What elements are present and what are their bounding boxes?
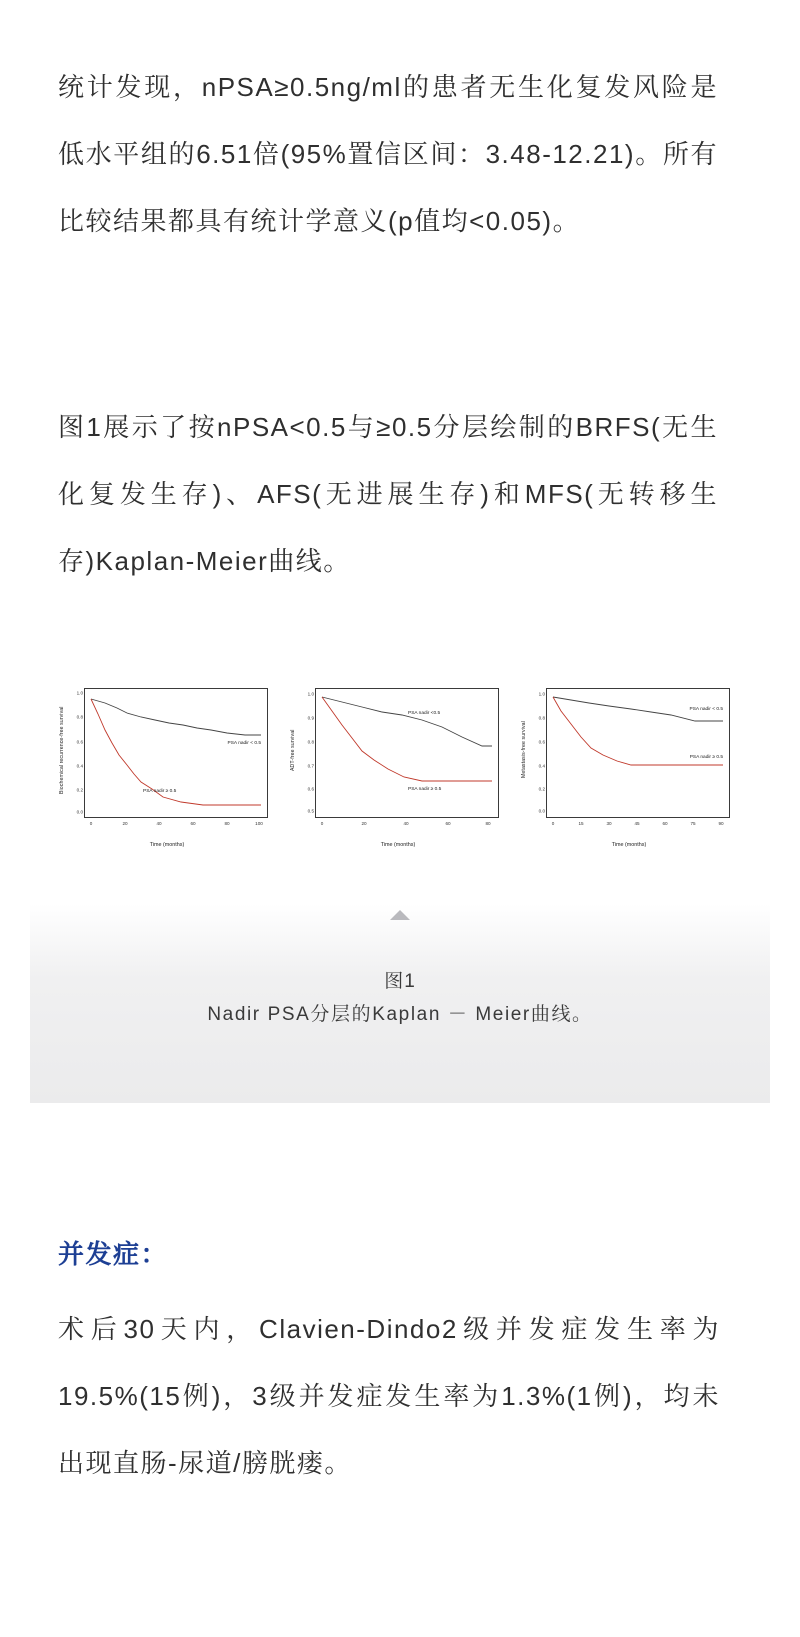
chart-afs-ytick-5: 1.0 <box>307 691 314 697</box>
chart-afs-xtick-2: 40 <box>403 821 409 826</box>
figure-caption-text: Nadir PSA分层的Kaplan － Meier曲线。 <box>207 1004 593 1025</box>
chart-mfs-plot <box>538 688 730 826</box>
chart-brfs-xtick-5: 100 <box>255 821 263 826</box>
chart-mfs-ytick-4: 0.8 <box>538 715 545 721</box>
chart-brfs-xtick-3: 60 <box>190 821 196 826</box>
chart-brfs <box>58 680 276 850</box>
figure-caption <box>30 965 770 1031</box>
chart-brfs-ytick-4: 0.8 <box>76 714 83 720</box>
chart-mfs-ytick-3: 0.6 <box>538 739 545 745</box>
chart-afs <box>289 680 507 850</box>
chart-brfs-ytick-1: 0.2 <box>76 787 83 793</box>
paragraph-figure-intro: 图1展示了按nPSA<0.5与≥0.5分层绘制的BRFS(无生化复发生存)、AFS(无进展生存)和MFS(无转移生存)Kaplan-Meier曲线。 <box>58 412 718 576</box>
chart-afs-xtick-1: 20 <box>361 821 367 826</box>
chart-mfs-xtick-4: 60 <box>662 821 668 826</box>
chart-mfs-ytick-5: 1.0 <box>538 691 545 697</box>
chart-brfs-xlabel: Time (months) <box>149 842 185 848</box>
chart-brfs-curves <box>85 689 267 817</box>
chart-mfs-ylabel: Metastasis-free survival <box>521 721 527 779</box>
chart-mfs-xlabel: Time (months) <box>611 842 647 848</box>
chart-afs-label-high: PSA nadir ≥ 0.5 <box>408 787 442 792</box>
figure-block <box>30 660 770 1103</box>
chart-brfs-xtick-0: 0 <box>89 821 93 826</box>
chart-afs-ytick-2: 0.7 <box>307 763 314 769</box>
chart-brfs-label-high: PSA nadir ≥ 0.5 <box>143 789 177 794</box>
chart-afs-ylabel: ADT-free survival <box>290 729 296 771</box>
caret-up-icon[interactable] <box>390 910 410 920</box>
chart-mfs-xtick-5: 75 <box>690 821 696 826</box>
chart-mfs <box>520 680 738 850</box>
chart-mfs-xtick-0: 0 <box>551 821 555 826</box>
chart-brfs-xtick-1: 20 <box>122 821 128 826</box>
chart-mfs-xtick-3: 45 <box>634 821 640 826</box>
paragraph-statistics: 统计发现，nPSA≥0.5ng/ml的患者无生化复发风险是低水平组的6.51倍(95%置信区间：3.48-12.21)。所有比较结果都具有统计学意义(p值均<0.05)。 <box>58 72 718 236</box>
chart-brfs-plot <box>76 688 268 826</box>
chart-afs-ytick-3: 0.8 <box>307 739 314 745</box>
chart-mfs-xtick-1: 15 <box>578 821 584 826</box>
chart-afs-xtick-3: 60 <box>445 821 451 826</box>
chart-afs-plot <box>307 688 499 826</box>
chart-afs-xtick-0: 0 <box>320 821 324 826</box>
chart-brfs-ytick-3: 0.6 <box>76 739 83 745</box>
kaplan-meier-charts <box>58 680 738 850</box>
chart-afs-ytick-1: 0.6 <box>307 786 314 792</box>
chart-mfs-ytick-1: 0.2 <box>538 786 545 792</box>
chart-brfs-xtick-4: 80 <box>224 821 230 826</box>
complications-heading: 并发症： <box>58 1238 169 1269</box>
chart-brfs-ytick-2: 0.4 <box>76 763 83 769</box>
chart-mfs-label-high: PSA nadir ≥ 0.5 <box>689 755 723 760</box>
chart-mfs-xtick-2: 30 <box>606 821 612 826</box>
chart-mfs-ytick-0: 0.0 <box>538 808 545 814</box>
chart-mfs-label-low: PSA nadir < 0.5 <box>689 707 723 712</box>
chart-brfs-label-low: PSA nadir < 0.5 <box>227 741 261 746</box>
chart-afs-ytick-4: 0.9 <box>307 715 314 721</box>
chart-mfs-xtick-6: 90 <box>718 821 724 826</box>
chart-brfs-ylabel: Biochemical recurrence-free survival <box>59 706 65 794</box>
chart-afs-curves <box>316 689 498 817</box>
chart-afs-xlabel: Time (months) <box>380 842 416 848</box>
chart-brfs-ytick-5: 1.0 <box>76 690 83 696</box>
chart-brfs-ytick-0: 0.0 <box>76 809 83 815</box>
chart-afs-ytick-0: 0.5 <box>307 808 314 814</box>
chart-afs-xtick-4: 80 <box>485 821 491 826</box>
chart-brfs-xtick-2: 40 <box>156 821 162 826</box>
complications-body: 术后30天内，Clavien-Dindo2级并发症发生率为19.5%(15例)，3级并发症发生率为1.3%(1例)，均未出现直肠-尿道/膀胱瘘。 <box>58 1314 720 1478</box>
chart-mfs-ytick-2: 0.4 <box>538 763 545 769</box>
figure-caption-title: 图1 <box>384 971 416 992</box>
chart-afs-label-low: PSA nadir <0.5 <box>408 711 441 716</box>
